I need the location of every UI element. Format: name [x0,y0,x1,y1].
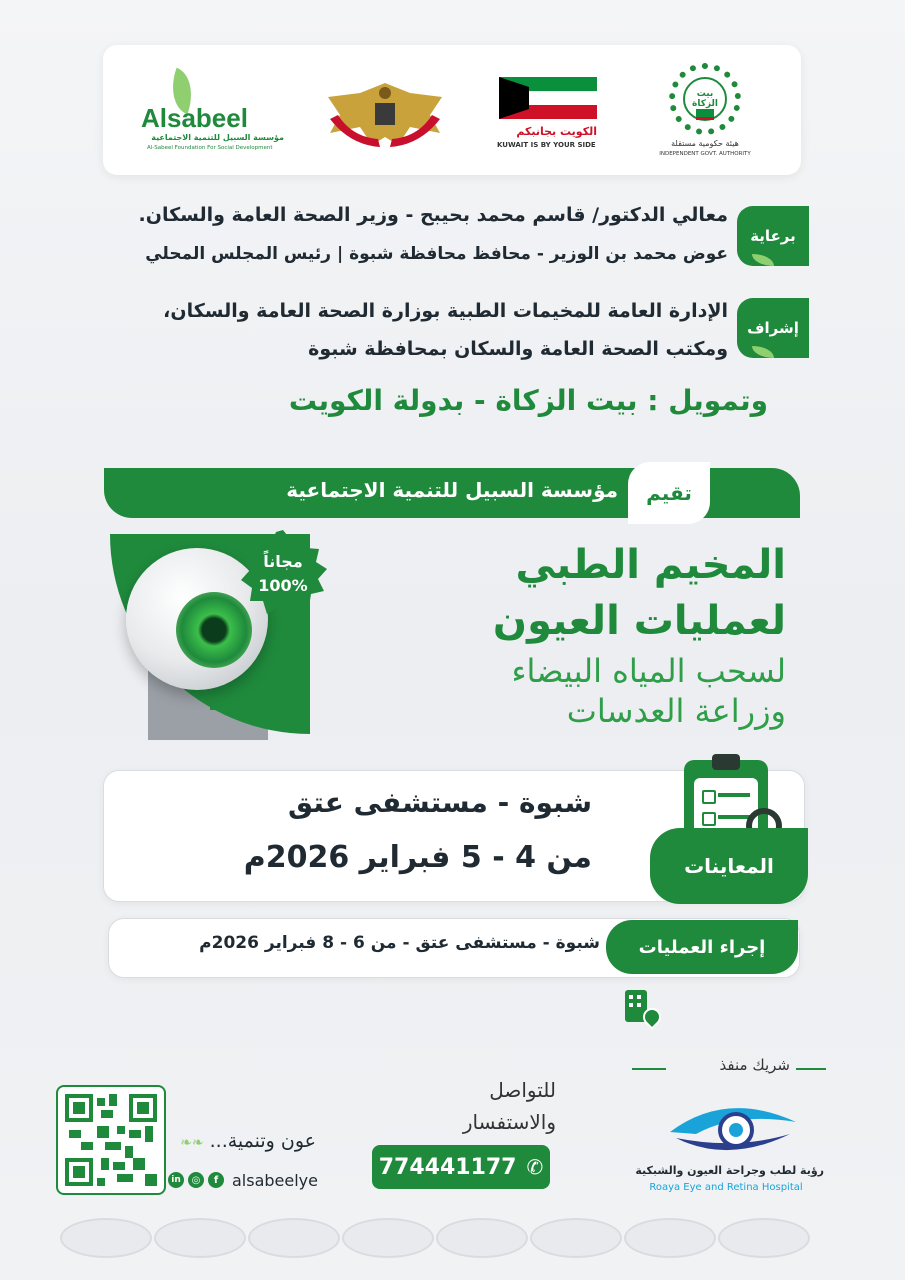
facebook-icon[interactable]: f [208,1172,224,1188]
roaya-logo [666,1094,800,1164]
social-row [168,1170,318,1190]
organizer-name: مؤسسة السبيل للتنمية الاجتماعية [286,478,618,502]
exams-location: شبوة - مستشفى عتق [288,786,592,819]
funding-line: وتمويل : بيت الزكاة - بدولة الكويت [288,384,768,417]
partner-label: شريك منفذ [719,1056,790,1074]
organizer-label: تقيم [646,481,692,505]
free-badge [236,528,330,622]
exams-label: المعاينات [650,828,808,904]
slogan-text: عون وتنمية... [209,1130,316,1152]
zakat-english-subtitle: INDEPENDENT GOVT. AUTHORITY [659,151,751,157]
free-badge-text: مجاناً [263,552,303,571]
leaves-icon: ❧❧ [180,1135,204,1151]
qr-code[interactable] [56,1085,166,1195]
alsabeel-wordmark: Alsabeel [141,103,248,133]
camp-title-line-1: المخيم الطبي [515,542,786,588]
alsabeel-arabic-name: مؤسسة السبيل للتنمية الاجتماعية [151,133,284,142]
organizer-label-box [628,462,710,524]
slogan-row [166,1130,316,1152]
operations-label: إجراء العمليات [606,920,798,974]
operations-text: شبوة - مستشفى عتق - من 6 - 8 فبراير 2026م [199,933,600,953]
social-handle[interactable]: alsabeelye [232,1170,318,1190]
zakat-arabic-subtitle: هيئة حكومية مستقلة [671,139,739,148]
linkedin-icon[interactable]: in [168,1172,184,1188]
zakat-house-logo [651,63,761,163]
phone-number: 774441177 [378,1154,517,1180]
bottom-pattern [60,1218,850,1268]
free-badge-percent: 100% [258,576,308,595]
partner-arabic-name: رؤية لطب وجراحة العيون والشبكية [635,1164,824,1177]
camp-subtitle-line-1: لسحب المياه البيضاء [511,652,786,690]
supervision-line-2: ومكتب الصحة العامة والسكان بمحافظة شبوة [308,338,728,360]
partner-english-name: Roaya Eye and Retina Hospital [649,1182,803,1193]
kuwait-english-slogan: KUWAIT IS BY YOUR SIDE [497,141,596,149]
supervision-line-1: الإدارة العامة للمخيمات الطبية بوزارة الصحة العامة والسكان، [163,300,728,322]
exams-dates: من 4 - 5 فبراير 2026م [243,840,592,875]
zakat-arabic-name: بيت الزكاة [692,89,718,109]
phone-icon: ✆ [526,1155,544,1179]
yemen-emblem [320,75,450,153]
patronage-line-2: عوض محمد بن الوزير - محافظ محافظة شبوة | رئيس المجلس المحلي [145,244,728,264]
kuwait-arabic-slogan: الكويت بجانبكم [516,125,597,138]
logo-bar [103,45,801,175]
alsabeel-english-name: Al-Sabeel Foundation For Social Development [147,145,273,151]
patronage-label: برعاية [737,206,809,266]
patronage-line-1: معالي الدكتور/ قاسم محمد بحيبح - وزير الصحة العامة والسكان. [138,204,728,226]
kuwait-logo [497,73,607,155]
camp-title-line-2: لعمليات العيون [492,598,786,644]
hospital-location-icon [623,990,657,1024]
partner-line-right [796,1068,826,1070]
camp-subtitle-line-2: وزراعة العدسات [566,692,786,730]
instagram-icon[interactable]: ◎ [188,1172,204,1188]
phone-button[interactable] [372,1145,550,1189]
alsabeel-logo [139,71,284,151]
partner-line-left [632,1068,666,1070]
contact-line-2: والاستفسار [462,1110,556,1134]
contact-line-1: للتواصل [489,1078,556,1102]
supervision-label: إشراف [737,298,809,358]
